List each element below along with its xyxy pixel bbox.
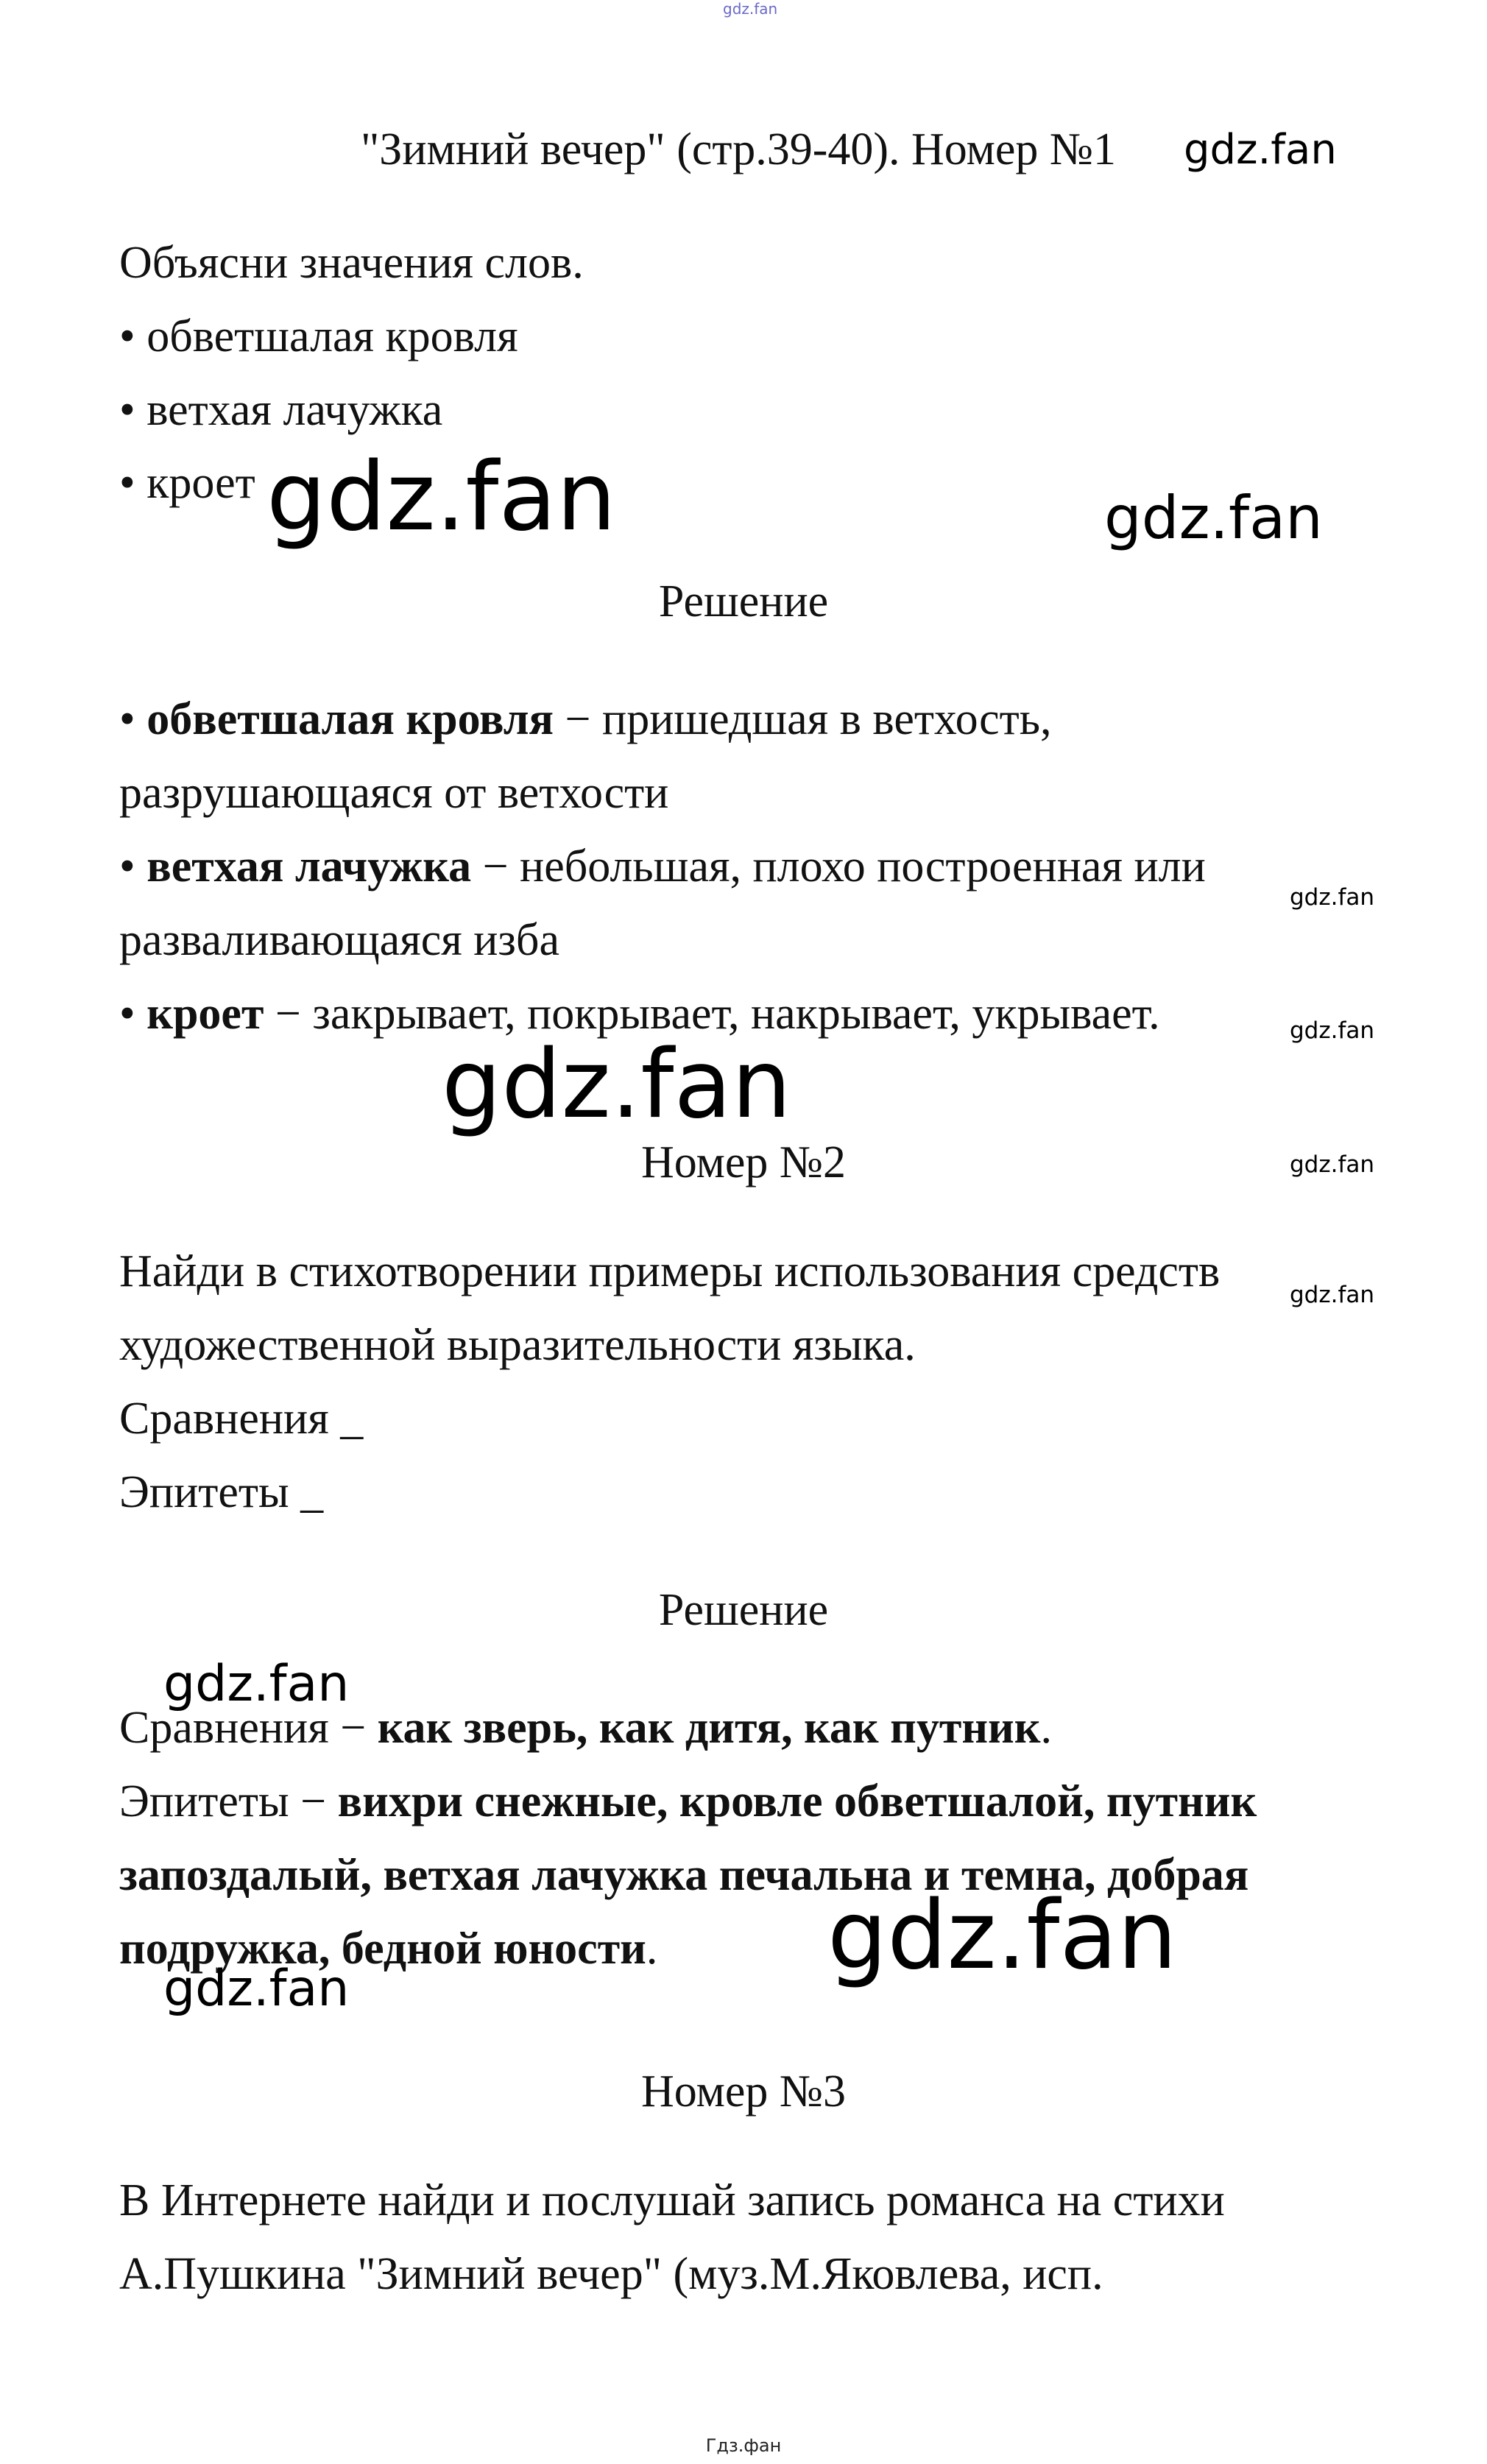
comparisons-answer: Сравнения − как зверь, как дитя, как путник. [119, 1703, 1053, 1753]
task1-item-2: • ветхая лачужка [119, 385, 443, 435]
answer-1-term: обветшалая кровля [146, 694, 554, 744]
answer-3-line-1: • кроет − закрывает, покрывает, накрывает, укрывает. [119, 989, 1160, 1039]
task1-item-3: • кроет [119, 458, 255, 508]
watermark-medium-2: gdz.fan [163, 1655, 350, 1713]
task1-solution-heading: Решение [658, 576, 829, 626]
task2-prompt-line-2: художественной выразительности языка. [119, 1320, 916, 1370]
watermark-small-3: gdz.fan [1290, 1151, 1375, 1178]
watermark-medium-1: gdz.fan [1104, 484, 1323, 552]
page-footer: Гдз.фан [705, 2435, 782, 2456]
watermark-small-4: gdz.fan [1290, 1282, 1375, 1308]
top-watermark: gdz.fan [723, 0, 778, 18]
epithets-answer-line-3: подружка, бедной юности. [119, 1924, 658, 1974]
watermark-medium-3: gdz.fan [163, 1960, 350, 2018]
task1-prompt: Объясни значения слов. [119, 238, 584, 288]
watermark-small-2: gdz.fan [1290, 1017, 1375, 1044]
title-watermark: gdz.fan [1184, 126, 1337, 174]
answer-2-line-1: • ветхая лачужка − небольшая, плохо построенная или [119, 841, 1206, 892]
task2-heading: Номер №2 [640, 1137, 846, 1187]
task3-line-1: В Интернете найди и послушай запись романса на стихи [119, 2175, 1225, 2225]
answer-3-term: кроет [146, 989, 264, 1039]
task2-solution-heading: Решение [658, 1585, 829, 1635]
answer-2-term: ветхая лачужка [146, 841, 472, 892]
epithets-answer-line-1: Эпитеты − вихри снежные, кровле обветшалой, путник [119, 1776, 1257, 1826]
answer-1-line-1: • обветшалая кровля − пришедшая в ветхость, [119, 694, 1052, 744]
task2-prompt-line-1: Найди в стихотворении примеры использования средств [119, 1246, 1221, 1296]
watermark-large-3: gdz.fan [827, 1881, 1177, 1991]
task2-blank-epithets: Эпитеты _ [119, 1467, 324, 1517]
watermark-large-2: gdz.fan [442, 1030, 791, 1140]
task3-heading: Номер №3 [640, 2066, 846, 2117]
page-title: "Зимний вечер" (стр.39-40). Номер №1 [361, 124, 1117, 174]
epithets-answer-line-2: запоздалый, ветхая лачужка печальна и темна, добрая [119, 1850, 1249, 1900]
task1-item-1: • обветшалая кровля [119, 311, 518, 361]
watermark-large-1: gdz.fan [266, 442, 616, 552]
answer-1-line-2: разрушающаяся от ветхости [119, 768, 669, 818]
task2-blank-comparisons: Сравнения _ [119, 1394, 364, 1444]
answer-2-line-2: разваливающаяся изба [119, 915, 559, 965]
watermark-small-1: gdz.fan [1290, 884, 1375, 911]
task3-line-2: А.Пушкина "Зимний вечер" (муз.М.Яковлева, исп. [119, 2249, 1103, 2299]
